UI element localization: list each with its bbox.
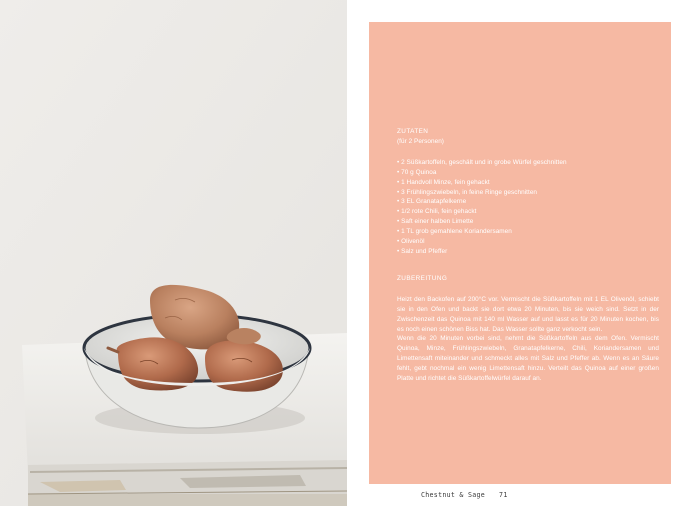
ingredient-item: • 1 Handvoll Minze, fein gehackt — [397, 178, 490, 186]
ingredient-list — [397, 158, 659, 257]
servings-note: (für 2 Personen) — [397, 137, 444, 145]
ingredient-item: • Saft einer halben Limette — [397, 218, 474, 226]
ingredient-item: • Salz und Pfeffer — [397, 247, 448, 255]
page-number: 71 — [499, 491, 508, 499]
preparation-paragraph: Wenn die 20 Minuten vorbei sind, nehmt die Süßkartoffeln aus dem Ofen. Vermischt Quinoa, Minze, Frühlingszwiebeln, Granatapfelkerne, Chili, Koriandersamen und Limettensaft miteinander und schmeckt alles mit Salz und Pfeffer ab. Wenn es an Säure fehlt, gebt nochmal ein wenig Limettensaft hinzu. Verteilt das Quinoa auf einer großen Platte und richtet die Süßkartoffelwürfel darauf an. — [397, 335, 659, 383]
recipe-page — [347, 0, 695, 506]
ingredient-item: • 3 Frühlingszwiebeln, in feine Ringe geschnitten — [397, 188, 538, 196]
preparation-heading: ZUBEREITUNG — [397, 274, 448, 282]
ingredient-item: • 2 Süßkartoffeln, geschält und in grobe Würfel geschnitten — [397, 158, 567, 166]
book-title: Chestnut & Sage — [421, 491, 486, 499]
ingredients-heading: ZUTATEN — [397, 128, 429, 135]
recipe-card — [369, 22, 671, 484]
ingredient-item: • 3 EL Granatapfelkerne — [397, 198, 467, 206]
recipe-text — [397, 127, 659, 384]
sweet-potato-photo — [0, 0, 347, 506]
ingredient-item: • Olivenöl — [397, 238, 425, 246]
ingredient-item: • 1 TL grob gemahlene Koriandersamen — [397, 228, 512, 236]
preparation-paragraph: Heizt den Backofen auf 200°C vor. Vermischt die Süßkartoffeln mit 1 EL Olivenöl, schiebt sie in den Ofen und backt sie dort etwa 20 Minuten, bis sie weich sind. Setzt in der Zwischenzeit das Quinoa mit 140 ml Wasser auf und lasst es für 20 Minuten kochen, bis es noch einen schönen Biss hat. Das Wasser sollte ganz verkocht sein. — [397, 295, 659, 333]
page-footer — [421, 491, 508, 499]
ingredient-item: • 1/2 rote Chili, fein gehackt — [397, 208, 477, 216]
ingredient-item: • 70 g Quinoa — [397, 168, 437, 176]
